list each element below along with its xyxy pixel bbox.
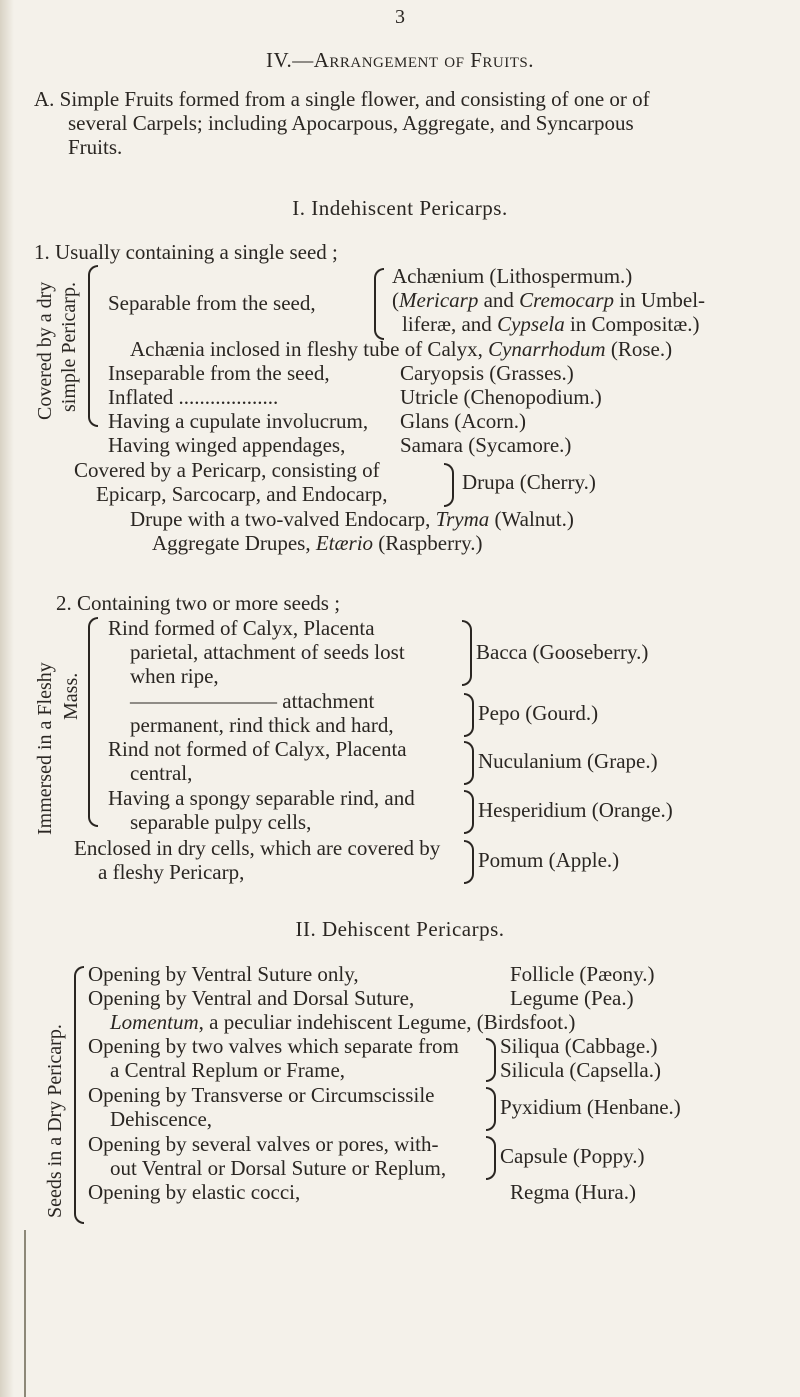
transverse-brace: [486, 1087, 496, 1131]
page-number: 3: [395, 6, 405, 28]
separable-from-seed: Separable from the seed,: [108, 291, 316, 315]
ventral-dorsal: Opening by Ventral and Dorsal Suture,: [88, 986, 415, 1010]
several-line2: out Ventral or Dorsal Suture or Replum,: [110, 1156, 447, 1180]
notformed-brace: [464, 741, 474, 785]
follicle: Follicle (Pæony.): [510, 962, 655, 986]
spongy-brace: [464, 790, 474, 834]
section-a-line1: A. Simple Fruits formed from a single flower, and consisting of one or of: [34, 87, 650, 111]
mericarp-line: (Mericarp and Cremocarp in Umbel-: [392, 288, 706, 312]
group1-side-label-2: simple Pericarp.: [58, 282, 80, 412]
part2-title: II. Dehiscent Pericarps.: [295, 917, 505, 941]
inflated: Inflated ...................: [108, 385, 279, 409]
part2-side-label: Seeds in a Dry Pericarp.: [44, 1024, 66, 1218]
twovalves-brace: [486, 1038, 496, 1082]
achaenia-inclosed: Achænia inclosed in fleshy tube of Calyx, Cynarrhodum (Rose.): [130, 337, 673, 361]
samara: Samara (Sycamore.): [400, 433, 572, 457]
drupa: Drupa (Cherry.): [462, 470, 596, 494]
rind-line3: when ripe,: [130, 664, 219, 688]
enclosed-brace: [464, 840, 474, 884]
liferae-line: liferæ, and Cypsela in Compositæ.): [402, 312, 700, 336]
group2-side-label-1: Immersed in a Fleshy: [34, 662, 56, 835]
regma: Regma (Hura.): [510, 1180, 636, 1204]
capsule: Capsule (Poppy.): [500, 1144, 645, 1168]
group1-left-brace: [88, 265, 98, 427]
several-brace: [486, 1136, 496, 1180]
twovalves-line1: Opening by two valves which separate from: [88, 1034, 459, 1058]
lomentum-line: Lomentum, a peculiar indehiscent Legume, (Birdsfoot.): [110, 1010, 576, 1034]
attachment-brace: [464, 693, 474, 737]
notformed-line1: Rind not formed of Calyx, Placenta: [108, 737, 407, 761]
nuculanium: Nuculanium (Grape.): [478, 749, 658, 773]
attachment-line2: permanent, rind thick and hard,: [130, 713, 394, 737]
covered-line2: Epicarp, Sarcocarp, and Endocarp,: [96, 482, 388, 506]
utricle: Utricle (Chenopodium.): [400, 385, 602, 409]
bacca: Bacca (Gooseberry.): [476, 640, 649, 664]
covered-brace: [444, 463, 454, 507]
rind-brace: [462, 620, 472, 686]
ventral-only: Opening by Ventral Suture only,: [88, 962, 359, 986]
pyxidium: Pyxidium (Henbane.): [500, 1095, 681, 1119]
group2-heading: 2. Containing two or more seeds ;: [56, 591, 341, 615]
rind-line2: parietal, attachment of seeds lost: [130, 640, 405, 664]
part1-title: I. Indehiscent Pericarps.: [292, 196, 508, 220]
elastic-cocci: Opening by elastic cocci,: [88, 1180, 301, 1204]
transverse-line1: Opening by Transverse or Circumscissile: [88, 1083, 435, 1107]
caryopsis: Caryopsis (Grasses.): [400, 361, 574, 385]
legume: Legume (Pea.): [510, 986, 634, 1010]
separable-brace: [374, 268, 384, 340]
group1-heading: 1. Usually containing a single seed ;: [34, 240, 338, 264]
main-title: IV.—Arrangement of Fruits.: [266, 48, 534, 72]
covered-line1: Covered by a Pericarp, consisting of: [74, 458, 380, 482]
section-a-line3: Fruits.: [68, 135, 123, 159]
spongy-line1: Having a spongy separable rind, and: [108, 786, 415, 810]
attachment-line1: ——————— attachment: [130, 689, 375, 713]
notformed-line2: central,: [130, 761, 193, 785]
rind-line1: Rind formed of Calyx, Placenta: [108, 616, 375, 640]
aggregate-drupes: Aggregate Drupes, Etærio (Raspberry.): [152, 531, 483, 555]
group2-left-brace: [88, 617, 98, 827]
group1-side-label-1: Covered by a dry: [34, 281, 56, 420]
section-a-line2: several Carpels; including Apocarpous, Aggregate, and Syncarpous: [68, 111, 634, 135]
transverse-line2: Dehiscence,: [110, 1107, 213, 1131]
enclosed-line1: Enclosed in dry cells, which are covered by: [74, 836, 441, 860]
part2-left-brace: [74, 966, 84, 1224]
page-edge-line: [24, 1230, 26, 1397]
pepo: Pepo (Gourd.): [478, 701, 599, 725]
drupe-tryma: Drupe with a two-valved Endocarp, Tryma (Walnut.): [130, 507, 574, 531]
pomum: Pomum (Apple.): [478, 848, 620, 872]
inseparable-from-seed: Inseparable from the seed,: [108, 361, 330, 385]
spongy-line2: separable pulpy cells,: [130, 810, 312, 834]
cupulate: Having a cupulate involucrum,: [108, 409, 369, 433]
winged: Having winged appendages,: [108, 433, 346, 457]
hesperidium: Hesperidium (Orange.): [478, 798, 673, 822]
group2-side-label-2: Mass.: [60, 672, 82, 720]
several-line1: Opening by several valves or pores, with-: [88, 1132, 439, 1156]
siliqua: Siliqua (Cabbage.): [500, 1034, 658, 1058]
enclosed-line2: a fleshy Pericarp,: [98, 860, 245, 884]
silicula: Silicula (Capsella.): [500, 1058, 661, 1082]
achaenium: Achænium (Lithospermum.): [392, 264, 633, 288]
glans: Glans (Acorn.): [400, 409, 526, 433]
twovalves-line2: a Central Replum or Frame,: [110, 1058, 346, 1082]
